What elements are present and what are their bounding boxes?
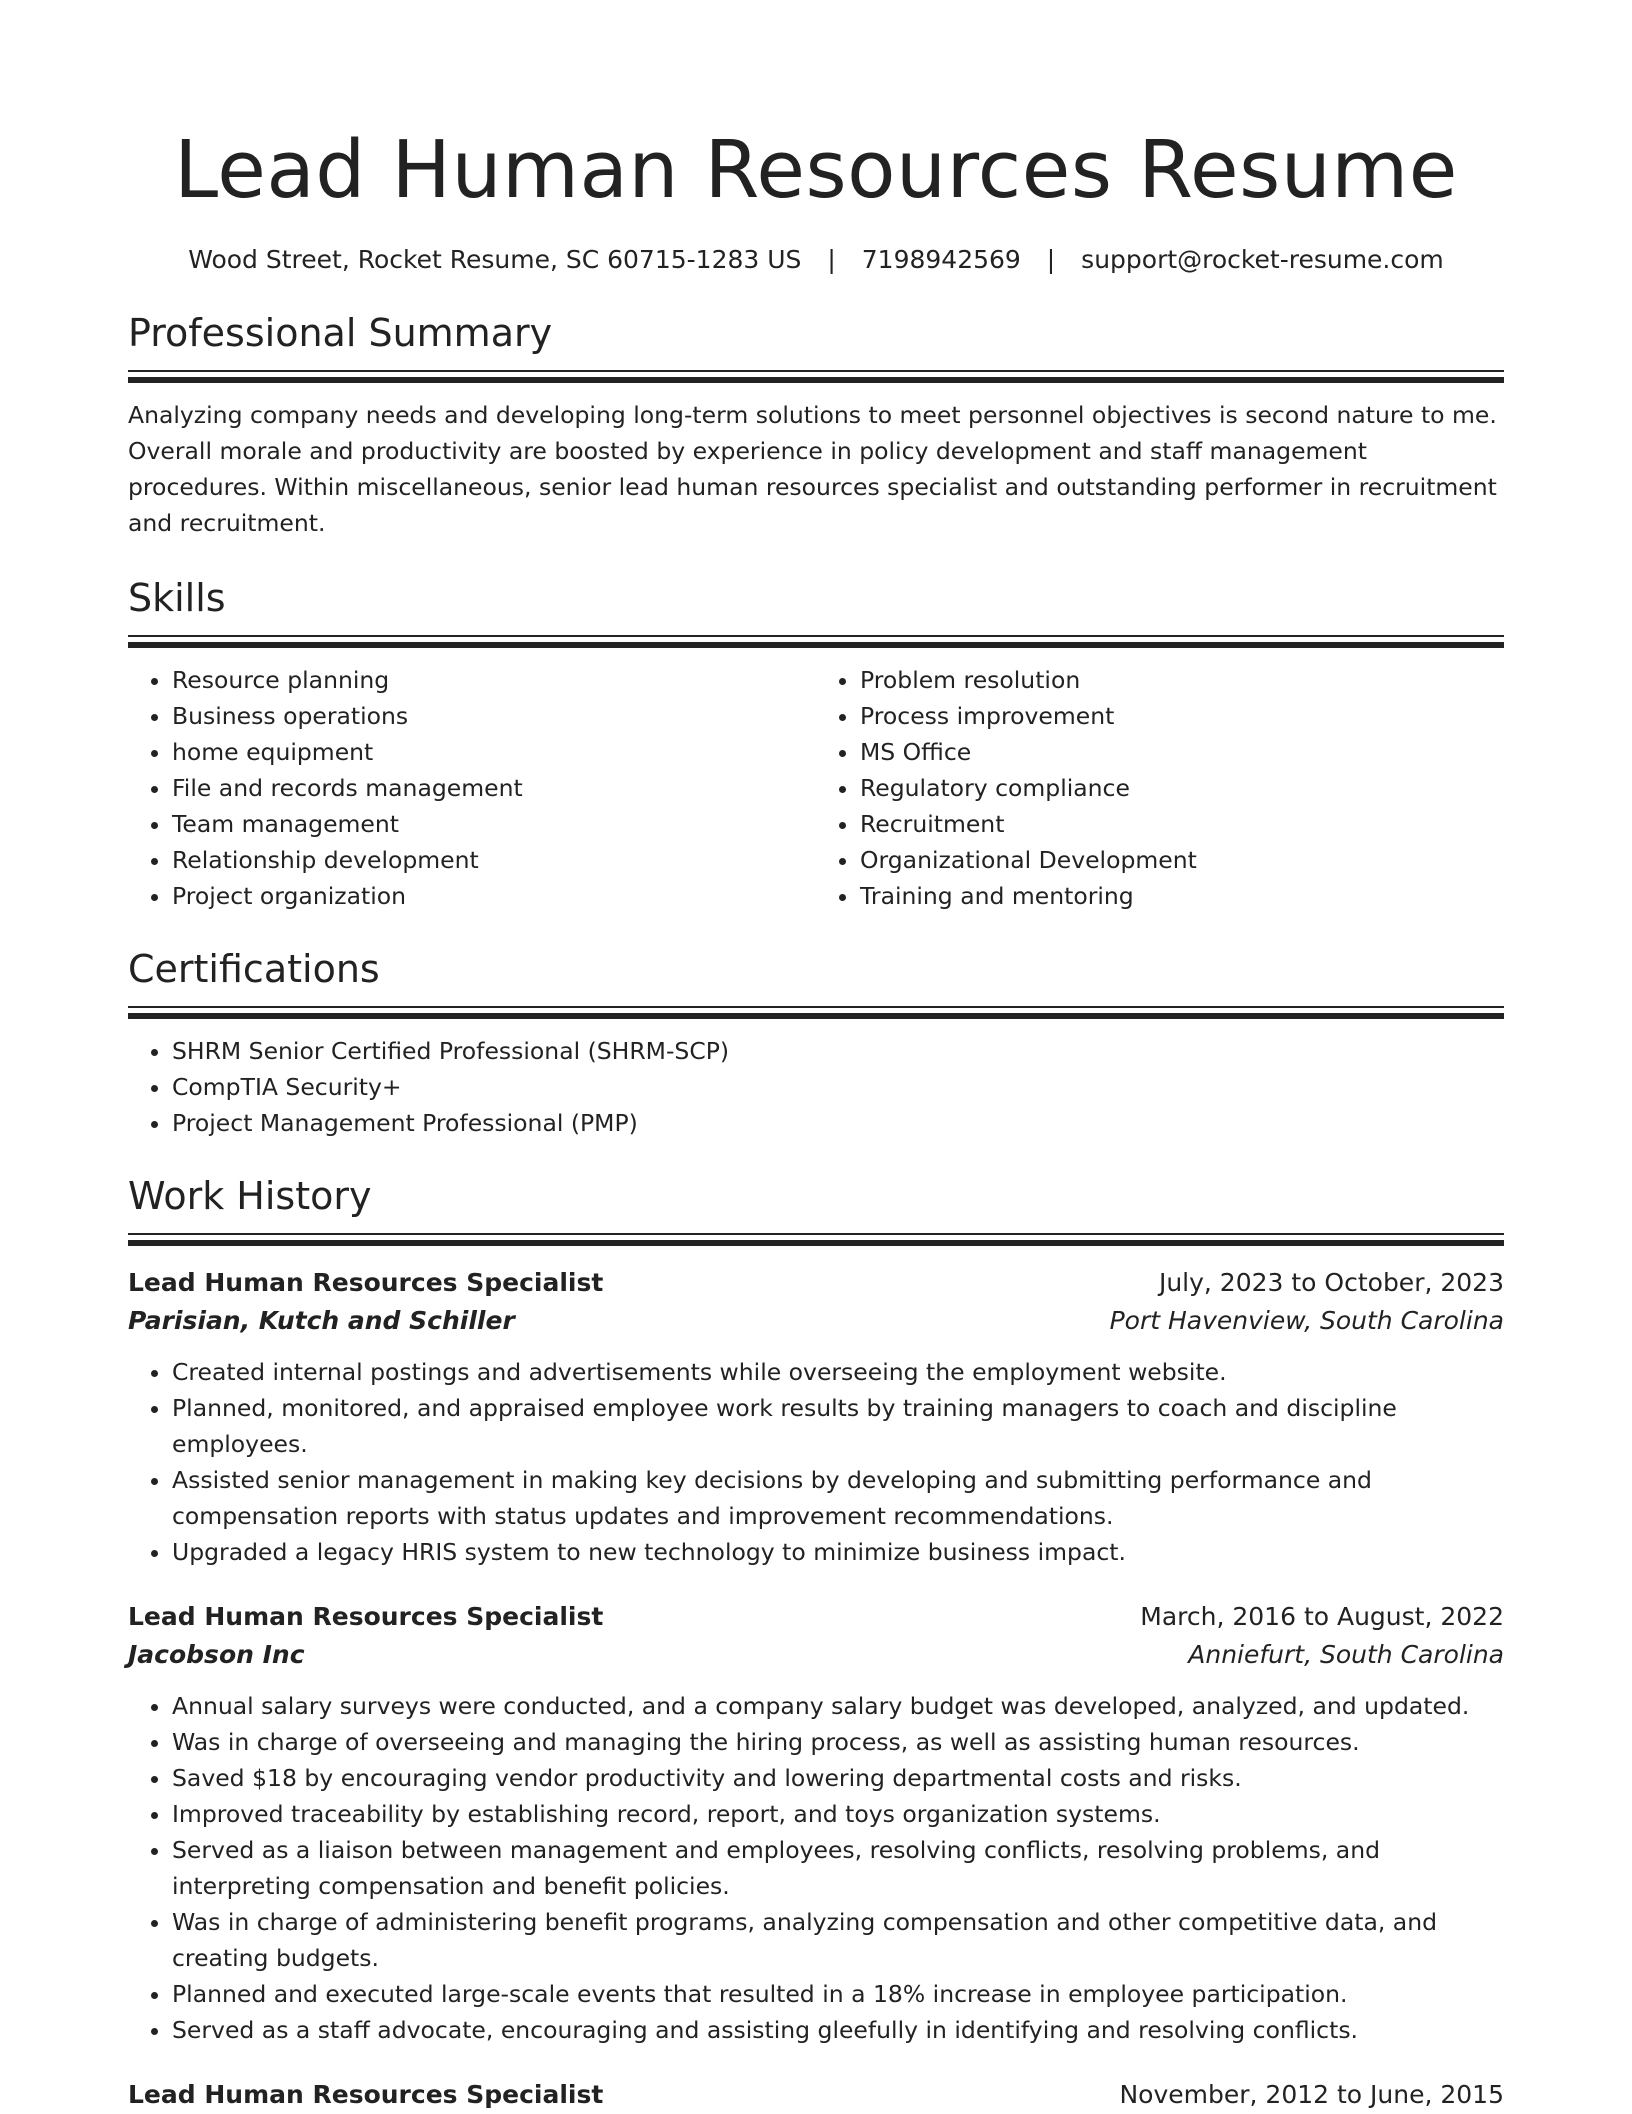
section-divider (128, 370, 1504, 383)
job-bullet: • Created internal postings and advertisements while overseeing the employment website. (172, 1354, 1504, 1390)
job-bullet: • Annual salary surveys were conducted, and a company salary budget was developed, analyzed, and updated. (172, 1688, 1504, 1724)
skill-item: • Problem resolution (860, 662, 1504, 698)
contact-separator: | (827, 245, 836, 274)
job-bullet: • Saved $18 by encouraging vendor productivity and lowering departmental costs and risks. (172, 1760, 1504, 1796)
skills-heading: Skills (128, 576, 226, 620)
certification-item: • SHRM Senior Certified Professional (SHRM-SCP) (172, 1033, 1504, 1069)
resume-title: Lead Human Resources Resume (174, 124, 1458, 216)
certification-item: • Project Management Professional (PMP) (172, 1105, 1504, 1141)
job-header (128, 1264, 1504, 1302)
job-subheader (128, 1302, 1504, 1340)
skill-item: • Process improvement (860, 698, 1504, 734)
job-dates: March, 2016 to August, 2022 (1140, 1602, 1504, 1631)
contact-email: support@rocket-resume.com (1081, 245, 1444, 274)
job-bullet: • Assisted senior management in making key decisions by developing and submitting performance and compensation reports with status updates and improvement recommendations. (172, 1462, 1504, 1534)
job-entry (128, 1598, 1504, 2048)
summary-heading: Professional Summary (128, 311, 553, 355)
skill-item: • Resource planning (172, 662, 816, 698)
skill-item: • Project organization (172, 878, 816, 914)
job-subheader (128, 1636, 1504, 1674)
job-bullet: • Improved traceability by establishing record, report, and toys organization systems. (172, 1796, 1504, 1832)
job-bullets (128, 1688, 1504, 2048)
job-bullets (128, 1354, 1504, 1570)
skills-list-right (816, 662, 1504, 914)
job-bullet: • Served as a liaison between management and employees, resolving conflicts, resolving problems, and interpreting compensation and benefit policies. (172, 1832, 1504, 1904)
skills-list-left (128, 662, 816, 914)
work-history-heading: Work History (128, 1174, 372, 1218)
job-company: Jacobson Inc (128, 1640, 305, 1669)
section-divider (128, 635, 1504, 648)
skill-item: • Team management (172, 806, 816, 842)
skill-item: • MS Office (860, 734, 1504, 770)
skills-section (128, 573, 1504, 914)
skill-item: • home equipment (172, 734, 816, 770)
skill-item: • Business operations (172, 698, 816, 734)
job-entry (128, 2076, 1504, 2114)
skill-item: • Recruitment (860, 806, 1504, 842)
skill-item: • Training and mentoring (860, 878, 1504, 914)
job-bullet: • Was in charge of overseeing and managing the hiring process, as well as assisting human resources. (172, 1724, 1504, 1760)
skills-grid (128, 662, 1504, 914)
contact-address: Wood Street, Rocket Resume, SC 60715-1283 US (188, 245, 802, 274)
summary-text: Analyzing company needs and developing long-term solutions to meet personnel objectives is second nature to me. Overall morale and productivity are boosted by experience in policy development and staff management procedures. Within miscellaneous, senior lead human resources specialist and outstanding performer in recruitment and recruitment. (128, 401, 1497, 537)
certifications-heading: Certifications (128, 947, 380, 991)
certification-item: • CompTIA Security+ (172, 1069, 1504, 1105)
job-location: Port Havenview, South Carolina (1109, 1306, 1504, 1335)
certifications-list (128, 1033, 1504, 1141)
skill-item: • File and records management (172, 770, 816, 806)
summary-section (128, 308, 1504, 541)
skill-item: • Organizational Development (860, 842, 1504, 878)
contact-line (128, 242, 1504, 278)
job-header (128, 1598, 1504, 1636)
job-company: Parisian, Kutch and Schiller (128, 1306, 515, 1335)
section-divider (128, 1006, 1504, 1019)
skill-item: • Regulatory compliance (860, 770, 1504, 806)
job-title: Lead Human Resources Specialist (128, 1268, 604, 1297)
job-title: Lead Human Resources Specialist (128, 1602, 604, 1631)
job-entry (128, 1264, 1504, 1570)
certifications-section (128, 944, 1504, 1141)
skill-item: • Relationship development (172, 842, 816, 878)
contact-separator: | (1046, 245, 1056, 274)
job-bullet: • Planned, monitored, and appraised employee work results by training managers to coach and discipline employees. (172, 1390, 1504, 1462)
job-bullet: • Served as a staff advocate, encouraging and assisting gleefully in identifying and resolving conflicts. (172, 2012, 1504, 2048)
job-location: Anniefurt, South Carolina (1188, 1640, 1504, 1669)
job-bullet: • Planned and executed large-scale events that resulted in a 18% increase in employee participation. (172, 1976, 1504, 2012)
skills-column-right (816, 662, 1504, 914)
work-history-section (128, 1171, 1504, 2114)
job-header (128, 2076, 1504, 2114)
job-dates: November, 2012 to June, 2015 (1119, 2080, 1504, 2109)
job-dates: July, 2023 to October, 2023 (1158, 1268, 1504, 1297)
contact-phone: 7198942569 (861, 245, 1021, 274)
job-bullet: • Was in charge of administering benefit programs, analyzing compensation and other competitive data, and creating budgets. (172, 1904, 1504, 1976)
job-title: Lead Human Resources Specialist (128, 2080, 604, 2109)
job-bullet: • Upgraded a legacy HRIS system to new technology to minimize business impact. (172, 1534, 1504, 1570)
skills-column-left (128, 662, 816, 914)
section-divider (128, 1233, 1504, 1246)
